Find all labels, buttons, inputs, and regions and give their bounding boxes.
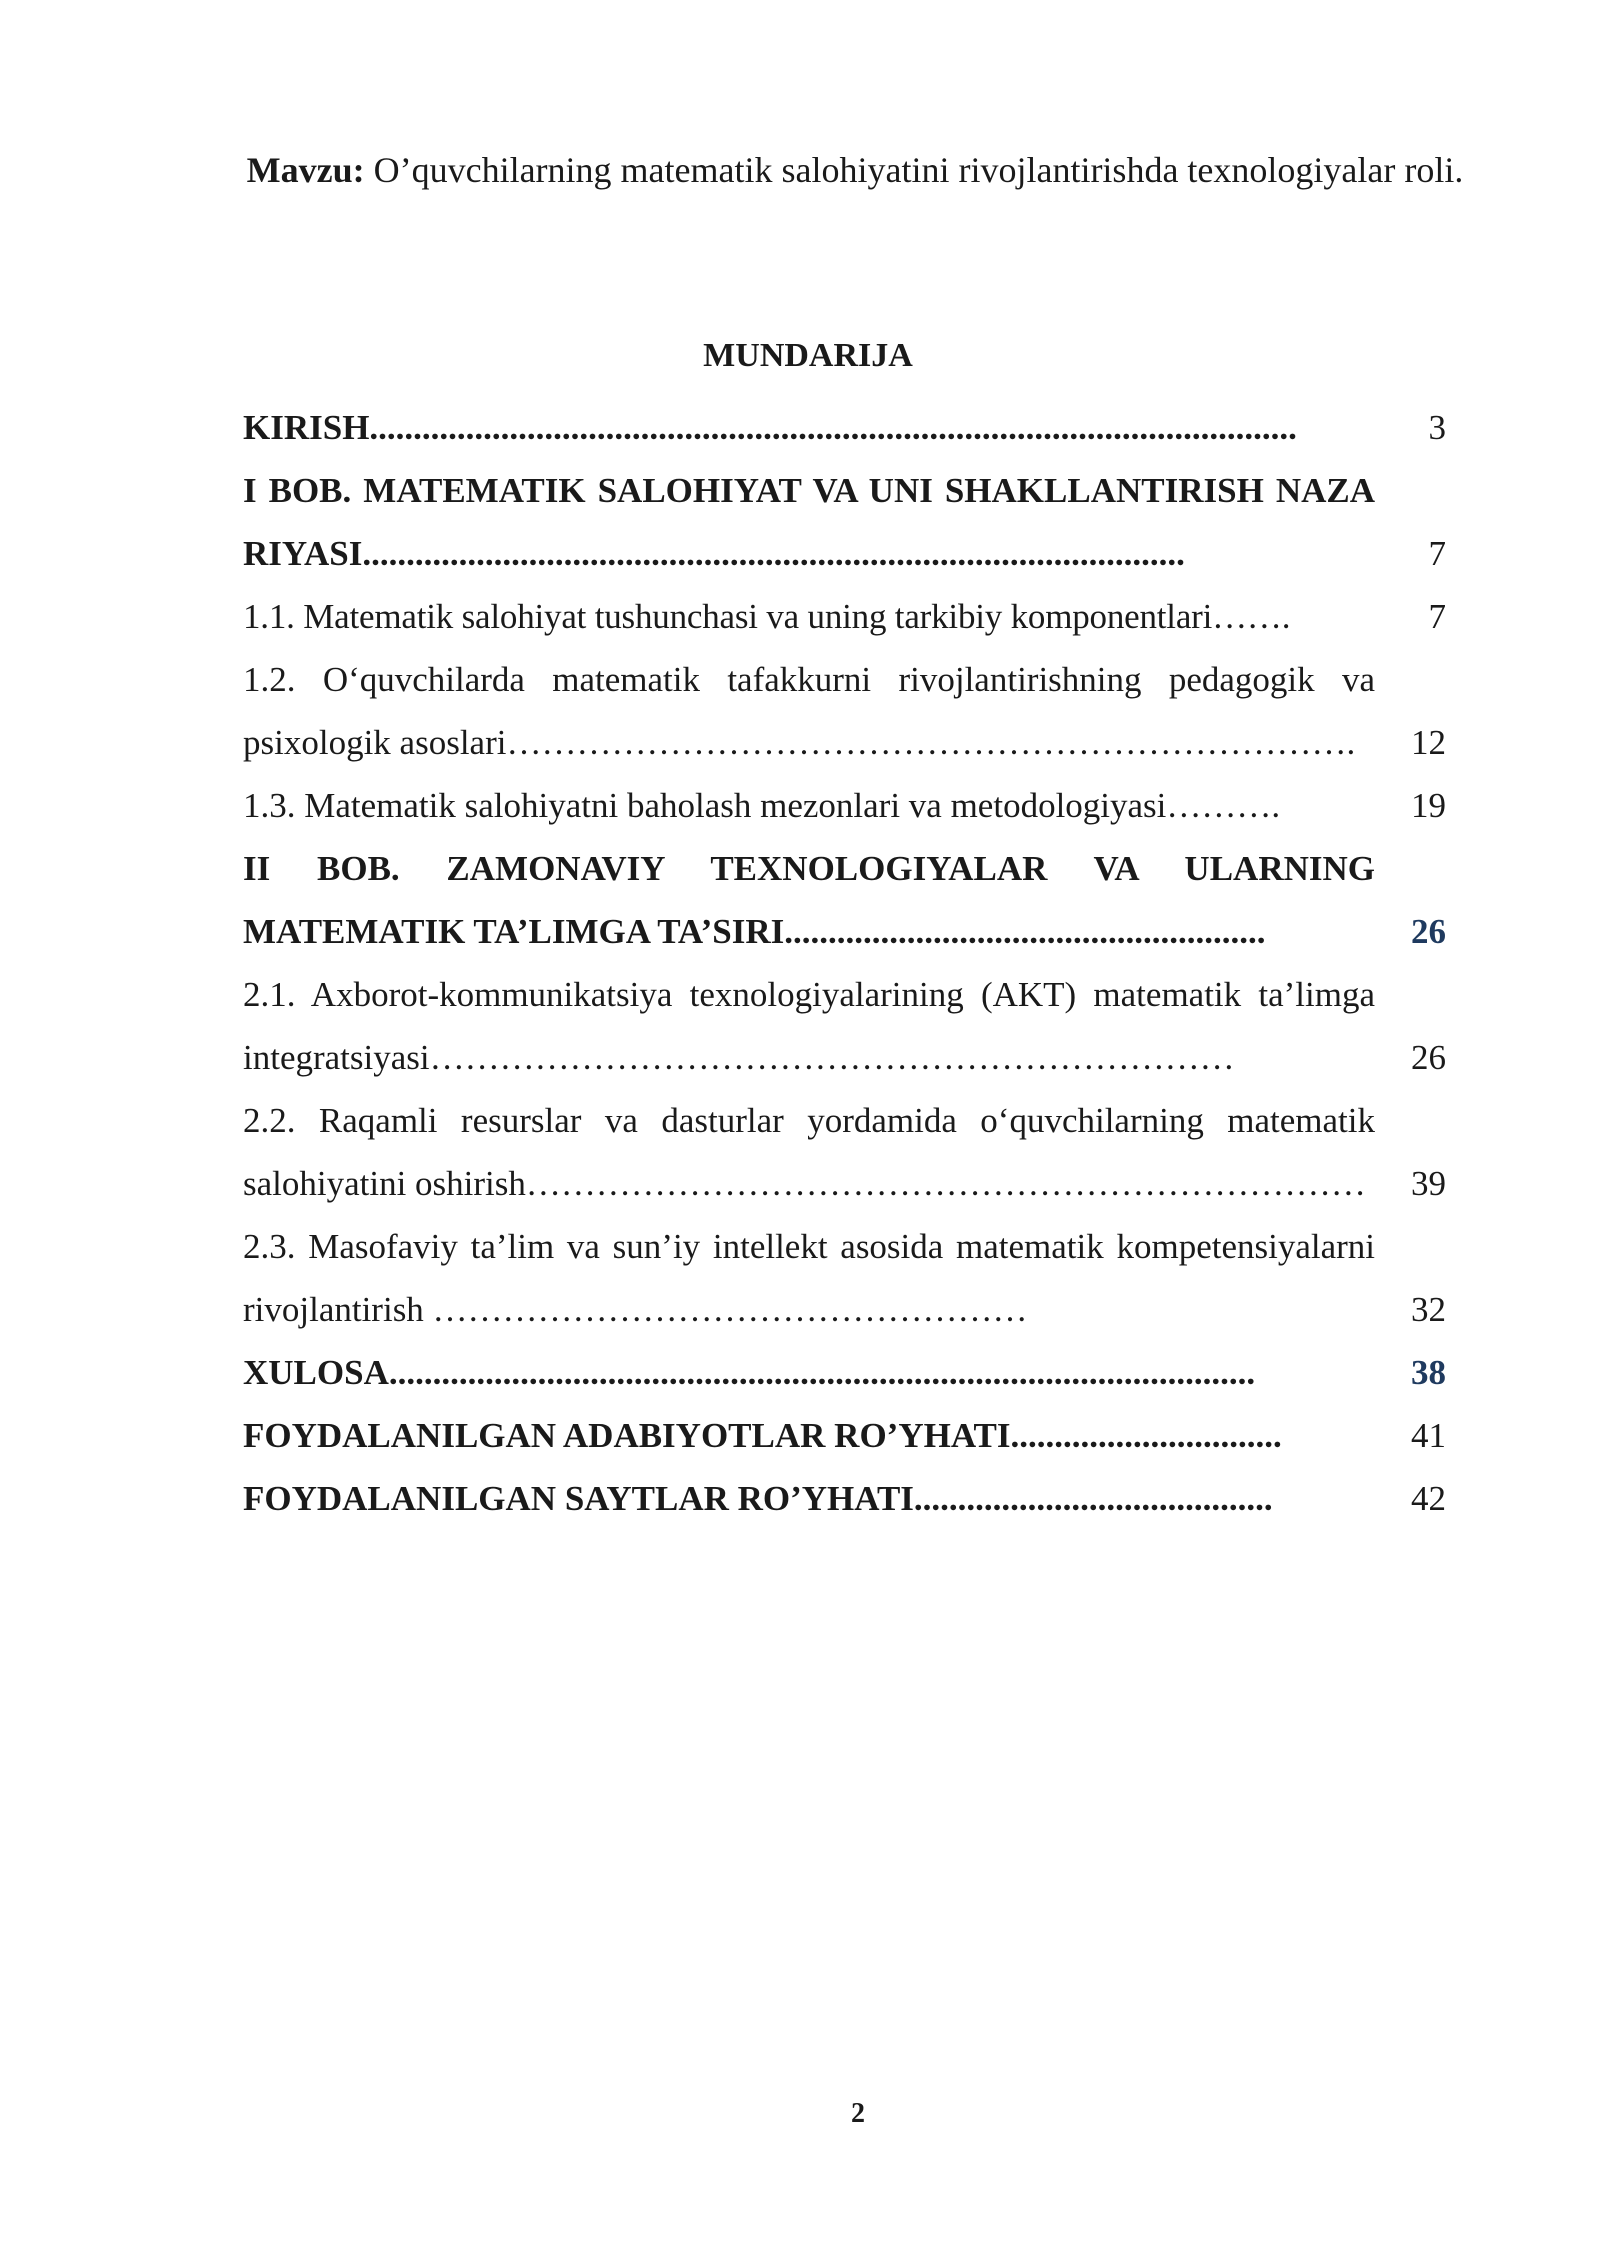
toc-entry-page: 39 bbox=[1411, 1164, 1446, 1203]
toc-heading: MUNDARIJA bbox=[703, 337, 913, 374]
toc-entry-text: XULOSA................................................................................................... bbox=[243, 1353, 1256, 1392]
toc-entry-page: 32 bbox=[1411, 1290, 1446, 1329]
toc-entry-page: 7 bbox=[1428, 597, 1446, 636]
toc-entry-chapter-1[interactable] bbox=[243, 459, 1446, 585]
toc-entry-chapter-2[interactable] bbox=[243, 837, 1446, 963]
toc-entry-section-1-3[interactable] bbox=[243, 774, 1446, 837]
page-number: 2 bbox=[851, 2098, 865, 2129]
toc-entry-text: KIRISH.......................................................................................................... bbox=[243, 408, 1297, 447]
topic-label: Mavzu: bbox=[246, 150, 365, 190]
toc-entry-section-2-3[interactable] bbox=[243, 1215, 1446, 1341]
toc-entry-page: 41 bbox=[1411, 1416, 1446, 1455]
toc-entry-section-2-1[interactable] bbox=[243, 963, 1446, 1089]
topic-text: O’quvchilarning matematik salohiyatini rivojlantirishda texnologiyalar roli. bbox=[373, 150, 1464, 190]
toc-entry-page: 26 bbox=[1411, 1038, 1446, 1077]
toc-entry-section-2-2[interactable] bbox=[243, 1089, 1446, 1215]
toc-entry-text: II BOB. ZAMONAVIY TEXNOLOGIYALAR VA ULARNING MATEMATIK TA’LIMGA TA’SIRI....................................................... bbox=[243, 849, 1375, 951]
toc-entry-page: 19 bbox=[1411, 786, 1446, 825]
toc-entry-text: FOYDALANILGAN ADABIYOTLAR RO’YHATI............................... bbox=[243, 1416, 1282, 1455]
toc-entry-page: 26 bbox=[1411, 912, 1446, 951]
table-of-contents bbox=[243, 396, 1446, 1530]
toc-entry-text: 1.1. Matematik salohiyat tushunchasi va uning tarkibiy komponentlari……. bbox=[243, 597, 1291, 636]
toc-entry-text: 2.1. Axborot-kommunikatsiya texnologiyalarining (AKT) matematik ta’limga integratsiyasi…………………………………………………………… bbox=[243, 975, 1375, 1077]
toc-entry-text: 2.3. Masofaviy ta’lim va sun’iy intellekt asosida matematik kompetensiyalarni rivojlantirish …………………………………………… bbox=[243, 1227, 1375, 1329]
toc-entry-page: 42 bbox=[1411, 1479, 1446, 1518]
toc-entry-kirish[interactable] bbox=[243, 396, 1446, 459]
toc-entry-text: I BOB. MATEMATIK SALOHIYAT VA UNI SHAKLLANTIRISH NAZARIYASI.............................................................................................. bbox=[243, 471, 1375, 573]
toc-entry-text: 1.2. O‘quvchilarda matematik tafakkurni rivojlantirishning pedagogik va psixologik asoslari………………………………………………………………. bbox=[243, 660, 1375, 762]
toc-entry-references[interactable] bbox=[243, 1404, 1446, 1467]
toc-entry-section-1-1[interactable] bbox=[243, 585, 1446, 648]
toc-entry-xulosa[interactable] bbox=[243, 1341, 1446, 1404]
toc-entry-text: FOYDALANILGAN SAYTLAR RO’YHATI......................................... bbox=[243, 1479, 1273, 1518]
toc-entry-page: 3 bbox=[1428, 408, 1446, 447]
toc-entry-text: 2.2. Raqamli resurslar va dasturlar yordamida o‘quvchilarning matematik salohiyatini oshirish……………………………………………………………… bbox=[243, 1101, 1375, 1203]
topic-title bbox=[240, 146, 1470, 194]
toc-entry-page: 12 bbox=[1411, 723, 1446, 762]
toc-entry-websites[interactable] bbox=[243, 1467, 1446, 1530]
toc-entry-page: 7 bbox=[1428, 534, 1446, 573]
toc-entry-page: 38 bbox=[1411, 1353, 1446, 1392]
toc-entry-text: 1.3. Matematik salohiyatni baholash mezonlari va metodologiyasi………. bbox=[243, 786, 1281, 825]
toc-entry-section-1-2[interactable] bbox=[243, 648, 1446, 774]
